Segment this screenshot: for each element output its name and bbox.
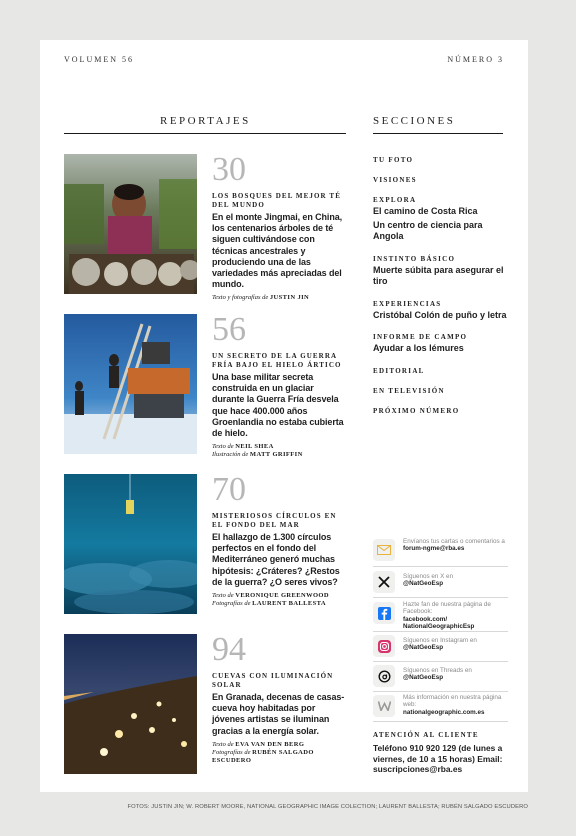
sea-photo	[64, 474, 197, 614]
customer-service-title: ATENCIÓN AL CLIENTE	[373, 731, 479, 739]
credit-name: EVA VAN DEN BERG	[235, 740, 305, 748]
facebook-icon	[373, 602, 395, 624]
contact-instagram[interactable]	[373, 634, 508, 658]
story-sea[interactable]	[64, 471, 346, 614]
story-kicker: MISTERIOSOS CÍRCULOS EN EL FONDO DEL MAR	[212, 512, 337, 529]
reportajes-title: REPORTAJES	[160, 115, 251, 127]
contact-text	[403, 637, 477, 652]
contact-value[interactable]: nationalgeographic.com.es	[403, 708, 485, 716]
credit-label: Fotografías de	[212, 600, 251, 608]
story-description: En Granada, decenas de casas-cueva hoy habitadas por jóvenes artistas se iluminan gracias a la energía solar.	[212, 692, 345, 736]
story-kicker: LOS BOSQUES DEL MEJOR TÉ DEL MUNDO	[212, 192, 341, 209]
story-description: Una base militar secreta construida en un glaciar durante la Guerra Fría desvela que hace 400.000 años Groenlandia no estaba cubierta de hielo.	[212, 372, 344, 439]
contact-text	[403, 694, 508, 716]
credit-name: JUSTIN JIN	[269, 294, 310, 302]
contact-x[interactable]	[373, 570, 508, 594]
tea-photo	[64, 154, 197, 294]
contact-label: Más información en nuestra página web:	[403, 694, 502, 709]
story-kicker: UN SECRETO DE LA GUERRA FRÍA BAJO EL HIELO ÁRTICO	[212, 352, 342, 369]
section-instinto-item[interactable]: Muerte súbita para asegurar el tiro	[373, 264, 504, 286]
story-page-number: 56	[212, 311, 246, 348]
issue-number: NÚMERO 3	[447, 55, 504, 64]
contact-threads[interactable]	[373, 664, 508, 688]
reportajes-rule	[64, 133, 346, 134]
contact-value[interactable]: facebook.com/ NationalGeographicEsp	[403, 615, 475, 631]
credit-name: LAURENT BALLESTA	[252, 600, 326, 608]
contact-label: Hazte fan de nuestra página de Facebook:	[403, 601, 491, 616]
contact-mail[interactable]	[373, 538, 508, 562]
story-ice[interactable]	[64, 311, 346, 459]
story-description: En el monte Jingmai, en China, los centenarios árboles de té siguen cultivándose con técnicas ancestrales y produciendo una de las variedades más apreciadas del mundo.	[212, 212, 343, 290]
section-explora[interactable]: EXPLORA	[373, 196, 417, 204]
story-credits	[212, 741, 348, 765]
photo-credits-footer: FOTOS: JUSTIN JIN; W. ROBERT MOORE, NATIONAL GEOGRAPHIC IMAGE COLECTION; LAURENT BALLESTA; RUBÉN SALGADO ESCUDERO	[127, 804, 528, 810]
x-icon	[373, 571, 395, 593]
story-tea[interactable]	[64, 151, 346, 302]
section-visiones[interactable]: VISIONES	[373, 176, 417, 184]
credit-name: VERONIQUE GREENWOOD	[235, 592, 329, 600]
volume-label: VOLUMEN 56	[64, 55, 134, 64]
story-credits	[212, 443, 348, 459]
section-experiencias-item[interactable]: Cristóbal Colón de puño y letra	[373, 309, 507, 320]
story-page-number: 94	[212, 631, 246, 668]
secciones-rule	[373, 133, 503, 134]
story-kicker: CUEVAS CON ILUMINACIÓN SOLAR	[212, 672, 334, 689]
credit-label: Fotografías de	[212, 748, 251, 756]
contact-label: Síguenos en Threads en	[403, 667, 472, 674]
section-informe-item[interactable]: Ayudar a los lémures	[373, 343, 464, 353]
section-editorial[interactable]: EDITORIAL	[373, 366, 425, 375]
contact-text	[403, 601, 508, 631]
story-page-number: 70	[212, 471, 246, 508]
story-credits	[212, 592, 348, 608]
divider	[373, 721, 508, 722]
section-television[interactable]: EN TELEVISIÓN	[373, 386, 445, 395]
mail-icon	[373, 539, 395, 561]
credit-label: Texto y fotografías de	[212, 294, 269, 302]
contact-text	[403, 667, 472, 682]
credit-label: Texto de	[212, 443, 234, 451]
threads-icon	[373, 665, 395, 687]
contact-text	[403, 573, 453, 588]
section-instinto[interactable]: INSTINTO BÁSICO	[373, 254, 456, 263]
section-proximo[interactable]: PRÓXIMO NÚMERO	[373, 406, 460, 415]
customer-service	[373, 731, 513, 775]
section-informe[interactable]: INFORME DE CAMPO	[373, 333, 468, 341]
section-experiencias[interactable]: EXPERIENCIAS	[373, 299, 442, 308]
divider	[373, 631, 508, 632]
web-icon	[373, 695, 395, 717]
story-credits	[212, 294, 348, 302]
story-description: El hallazgo de 1.300 círculos perfectos en el fondo del Mediterráneo generó muchas hipótesis: ¿Cráteres? ¿Restos de la guerra? ¿O seres vivos?	[212, 532, 340, 587]
sections-list	[373, 156, 508, 415]
credit-label: Texto de	[212, 740, 234, 748]
contact-label: Envíanos tus cartas o comentarios a	[403, 538, 505, 545]
credit-name: NEIL SHEA	[235, 443, 274, 451]
divider	[373, 691, 508, 692]
caves-photo	[64, 634, 197, 774]
credit-name: MATT GRIFFIN	[249, 451, 303, 459]
contact-value[interactable]: @NatGeoEsp	[403, 580, 444, 588]
instagram-icon	[373, 635, 395, 657]
story-caves[interactable]	[64, 631, 346, 774]
contact-web[interactable]	[373, 694, 508, 718]
section-explora-item[interactable]: El camino de Costa Rica	[373, 206, 478, 216]
credit-name: RUBÉN SALGADO ESCUDERO	[212, 748, 314, 764]
divider	[373, 661, 508, 662]
magazine-page	[40, 40, 528, 792]
contact-facebook[interactable]	[373, 601, 508, 631]
contact-value[interactable]: @NatGeoEsp	[403, 674, 444, 682]
credit-label: Ilustración de	[212, 451, 249, 459]
contact-label: Síguenos en Instagram en	[403, 637, 477, 644]
contact-value[interactable]: @NatGeoEsp	[403, 644, 444, 652]
credit-label: Texto de	[212, 592, 234, 600]
story-page-number: 30	[212, 151, 246, 188]
customer-service-text: Teléfono 910 920 129 (de lunes a viernes, de 10 a 15 horas) Email: suscripciones@rba.es	[373, 743, 503, 775]
contact-text	[403, 538, 505, 553]
contact-label: Síguenos en X en	[403, 573, 454, 580]
divider	[373, 597, 508, 598]
secciones-title: SECCIONES	[373, 115, 456, 127]
section-tu-foto[interactable]: TU FOTO	[373, 156, 414, 164]
section-explora-item[interactable]: Un centro de ciencia para Angola	[373, 219, 483, 241]
ice-photo	[64, 314, 197, 454]
divider	[373, 566, 508, 567]
contact-value[interactable]: forum-ngme@rba.es	[403, 545, 465, 553]
